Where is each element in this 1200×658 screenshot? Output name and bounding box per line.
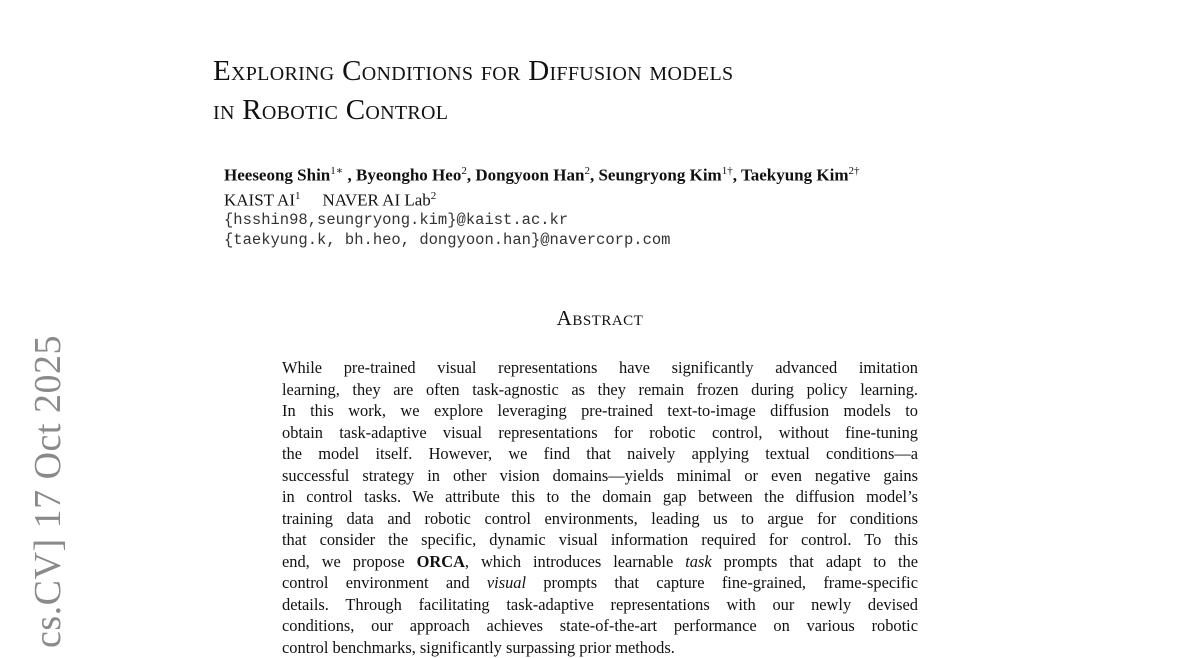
author-separator: ,	[590, 166, 599, 185]
affiliation-mark: 2	[431, 190, 437, 202]
abstract-text-fragment: prompts that capture fine-grained, frame-specific	[526, 573, 918, 592]
abstract-line: in control tasks. We attribute this to the domain gap between the diffusion model’s	[282, 486, 918, 508]
affiliation-list	[224, 186, 859, 211]
affiliation-name: NAVER AI Lab	[323, 190, 431, 209]
abstract-line: obtain task-adaptive visual representations for robotic control, without fine-tuning	[282, 422, 918, 444]
method-name-orca: ORCA	[417, 552, 465, 571]
emphasis-visual: visual	[487, 573, 526, 592]
author-affiliation-mark: 2†	[848, 165, 859, 177]
abstract-line: control benchmarks, significantly surpassing prior methods.	[282, 637, 918, 658]
abstract-line: that consider the specific, dynamic visual information required for control. To this	[282, 529, 918, 551]
abstract-line: the model itself. However, we find that naively applying textual conditions—a	[282, 443, 918, 465]
author-affiliation-mark: 2	[461, 165, 467, 177]
title-line-1: Exploring Conditions for Diffusion models	[213, 52, 993, 91]
emphasis-task: task	[685, 552, 711, 571]
author-affiliation-mark: 1∗	[330, 165, 343, 177]
abstract-text-fragment: prompts that adapt to the	[712, 552, 918, 571]
arxiv-identifier-stamp: cs.CV] 17 Oct 2025	[26, 335, 70, 648]
email-kaist[interactable]: {hsshin98,seungryong.kim}@kaist.ac.kr	[224, 210, 859, 230]
abstract-line: In this work, we explore leveraging pre-trained text-to-image diffusion models to	[282, 400, 918, 422]
author-block	[224, 161, 859, 250]
abstract-text-fragment: control environment and	[282, 573, 487, 592]
abstract-line: training data and robotic control environments, leading us to argue for conditions	[282, 508, 918, 530]
author-name: Seungryong Kim	[598, 166, 721, 185]
author-list	[224, 161, 859, 186]
author-name: Heeseong Shin	[224, 166, 330, 185]
paper-title	[213, 52, 993, 130]
author-separator: ,	[467, 166, 476, 185]
abstract-line: conditions, our approach achieves state-of-the-art performance on various robotic	[282, 615, 918, 637]
author-separator: ,	[733, 166, 741, 185]
author-affiliation-mark: 1†	[722, 165, 733, 177]
abstract-heading: Abstract	[0, 306, 1200, 331]
abstract-line: successful strategy in other vision domains—yields minimal or even negative gains	[282, 465, 918, 487]
author-affiliation-mark: 2	[584, 165, 590, 177]
abstract-line: learning, they are often task-agnostic as they remain frozen during policy learning.	[282, 379, 918, 401]
abstract-line: While pre-trained visual representations have significantly advanced imitation	[282, 357, 918, 379]
abstract-line-visual	[282, 572, 918, 594]
abstract-line: details. Through facilitating task-adaptive representations with our newly devised	[282, 594, 918, 616]
title-line-2: in Robotic Control	[213, 91, 993, 130]
affiliation-mark: 1	[295, 190, 301, 202]
author-name: Dongyoon Han	[475, 166, 584, 185]
abstract-body	[282, 357, 918, 658]
abstract-line-orca	[282, 551, 918, 573]
abstract-text-fragment: end, we propose	[282, 552, 417, 571]
affiliation-name: KAIST AI	[224, 190, 295, 209]
email-naver[interactable]: {taekyung.k, bh.heo, dongyoon.han}@navercorp.com	[224, 230, 859, 250]
author-name: Byeongho Heo	[356, 166, 461, 185]
abstract-text-fragment: , which introduces learnable	[465, 552, 685, 571]
author-name: Taekyung Kim	[741, 166, 849, 185]
author-separator: ,	[343, 166, 356, 185]
